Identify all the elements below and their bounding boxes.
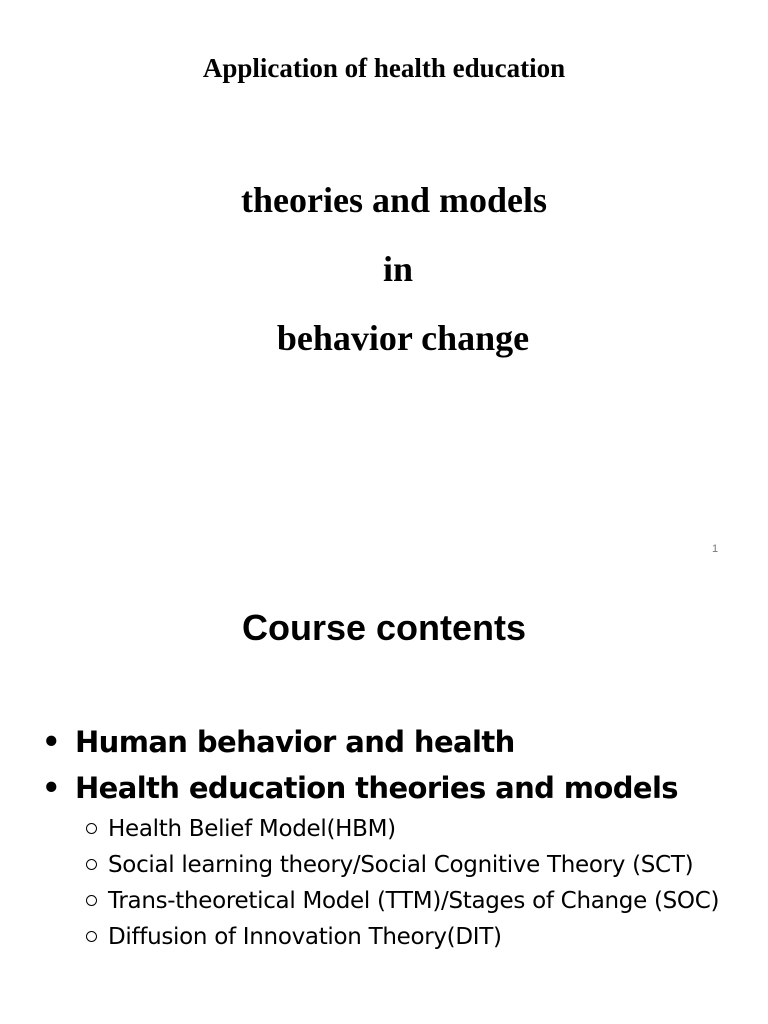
course-contents-list — [42, 719, 732, 955]
main-title-line: in — [382, 249, 414, 289]
course-contents-slide — [0, 575, 768, 1024]
topic-item — [42, 719, 732, 765]
subtopic-item — [75, 883, 732, 919]
main-title-line: theories and models — [241, 180, 547, 220]
circle-bullet-icon — [86, 931, 97, 942]
subtopic-item — [75, 847, 732, 883]
subtopic-item — [75, 919, 732, 955]
bullet-icon: • — [42, 771, 60, 805]
topic-label: Health education theories and models — [75, 771, 678, 805]
subtopic-list — [75, 811, 732, 955]
section-heading: Course contents — [241, 607, 527, 648]
subtopic-label: Social learning theory/Social Cognitive Theory (SCT) — [108, 852, 694, 878]
page-number: 1 — [712, 543, 719, 555]
circle-bullet-icon — [86, 895, 97, 906]
deck-title: Application of health education — [202, 53, 566, 83]
circle-bullet-icon — [86, 859, 97, 870]
subtopic-label: Diffusion of Innovation Theory(DIT) — [108, 924, 502, 950]
bullet-icon: • — [42, 725, 60, 759]
subtopic-label: Trans-theoretical Model (TTM)/Stages of Change (SOC) — [108, 888, 720, 914]
topic-item — [42, 765, 732, 955]
subtopic-item — [75, 811, 732, 847]
topic-label: Human behavior and health — [75, 725, 515, 759]
subtopic-label: Health Belief Model(HBM) — [108, 816, 396, 842]
circle-bullet-icon — [86, 823, 97, 834]
main-title-line: behavior change — [276, 318, 530, 358]
